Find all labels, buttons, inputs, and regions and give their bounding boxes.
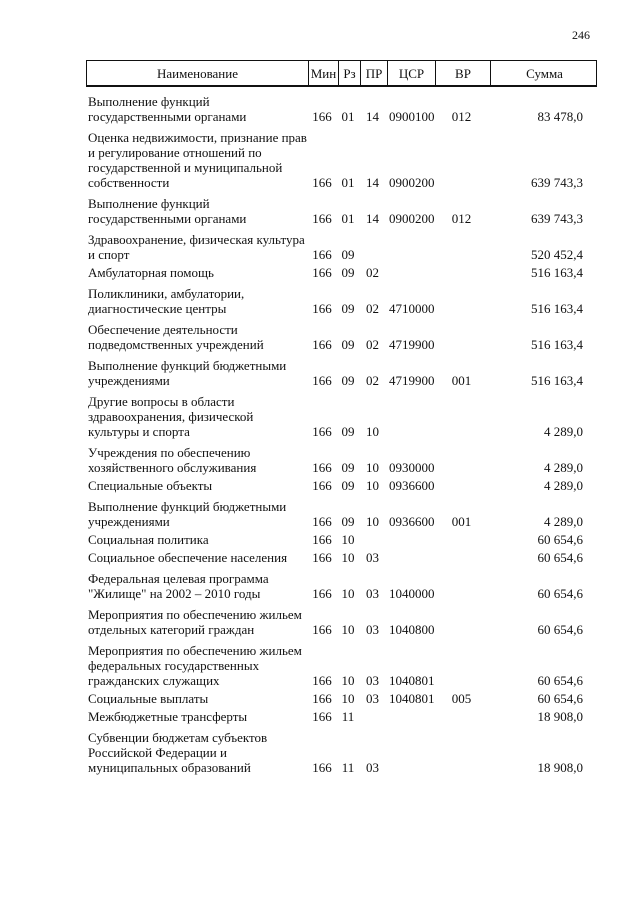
table-row bbox=[86, 691, 597, 706]
row-min: 166 bbox=[312, 532, 332, 547]
row-name: Мероприятия по обеспечению жильем отдельных категорий граждан bbox=[88, 607, 302, 637]
row-pr: 14 bbox=[366, 109, 379, 124]
row-name: Выполнение функций государственными органами bbox=[88, 94, 247, 124]
row-rz: 11 bbox=[341, 709, 355, 724]
page-number: 246 bbox=[572, 28, 590, 42]
row-vr: 001 bbox=[451, 514, 472, 529]
row-name: Федеральная целевая программа "Жилище" на 2002 – 2010 годы bbox=[88, 571, 269, 601]
table-header bbox=[86, 60, 597, 87]
row-min: 166 bbox=[312, 109, 332, 124]
header-csr: ЦСР bbox=[387, 61, 435, 85]
row-rz: 09 bbox=[341, 373, 355, 388]
row-name: Другие вопросы в области здравоохранения, физической культуры и спорта bbox=[88, 394, 254, 439]
header-sum: Сумма bbox=[490, 61, 598, 85]
row-rz: 01 bbox=[341, 211, 355, 226]
row-pr: 02 bbox=[366, 373, 379, 388]
row-min: 166 bbox=[312, 211, 332, 226]
row-sum: 516 163,4 bbox=[531, 301, 583, 316]
row-min: 166 bbox=[312, 622, 332, 637]
table-row bbox=[86, 196, 597, 226]
row-rz: 01 bbox=[341, 175, 355, 190]
table-row bbox=[86, 94, 597, 124]
row-csr: 4719900 bbox=[389, 373, 435, 388]
header-name: Наименование bbox=[157, 65, 238, 81]
table-row bbox=[86, 499, 597, 529]
row-pr: 03 bbox=[366, 760, 379, 775]
row-rz: 10 bbox=[341, 550, 355, 565]
table-row bbox=[86, 730, 597, 775]
row-rz: 09 bbox=[341, 265, 355, 280]
row-sum: 639 743,3 bbox=[531, 211, 583, 226]
header-rz: Рз bbox=[338, 61, 360, 85]
row-sum: 60 654,6 bbox=[537, 673, 583, 688]
row-csr: 0900200 bbox=[389, 175, 435, 190]
table-row bbox=[86, 478, 597, 493]
row-pr: 02 bbox=[366, 301, 379, 316]
header-pr: ПР bbox=[360, 61, 387, 85]
row-name: Выполнение функций бюджетными учреждениями bbox=[88, 358, 287, 388]
row-csr: 1040801 bbox=[389, 691, 435, 706]
row-rz: 09 bbox=[341, 301, 355, 316]
row-sum: 18 908,0 bbox=[537, 709, 583, 724]
row-sum: 18 908,0 bbox=[537, 760, 583, 775]
row-pr: 10 bbox=[366, 514, 379, 529]
row-pr: 03 bbox=[366, 550, 379, 565]
row-name: Социальная политика bbox=[88, 532, 209, 547]
table-row bbox=[86, 709, 597, 724]
row-name: Учреждения по обеспечению хозяйственного обслуживания bbox=[88, 445, 257, 475]
table-row bbox=[86, 286, 597, 316]
row-sum: 83 478,0 bbox=[537, 109, 583, 124]
row-csr: 1040800 bbox=[389, 622, 435, 637]
row-rz: 09 bbox=[341, 337, 355, 352]
row-name: Оценка недвижимости, признание прав и регулирование отношений по государственной и муниципальной собственности bbox=[88, 130, 307, 190]
row-vr: 001 bbox=[451, 373, 472, 388]
table-row bbox=[86, 550, 597, 565]
row-sum: 60 654,6 bbox=[537, 586, 583, 601]
row-pr: 14 bbox=[366, 175, 379, 190]
row-pr: 03 bbox=[366, 586, 379, 601]
table-row bbox=[86, 532, 597, 547]
row-pr: 10 bbox=[366, 424, 379, 439]
row-pr: 02 bbox=[366, 337, 379, 352]
table-row bbox=[86, 265, 597, 280]
row-min: 166 bbox=[312, 373, 332, 388]
header-min: Мин bbox=[308, 61, 338, 85]
row-min: 166 bbox=[312, 175, 332, 190]
row-rz: 01 bbox=[341, 109, 355, 124]
row-min: 166 bbox=[312, 301, 332, 316]
row-min: 166 bbox=[312, 460, 332, 475]
row-pr: 02 bbox=[366, 265, 379, 280]
row-min: 166 bbox=[312, 760, 332, 775]
row-csr: 0900100 bbox=[389, 109, 435, 124]
row-name: Поликлиники, амбулатории, диагностические центры bbox=[88, 286, 245, 316]
row-sum: 4 289,0 bbox=[544, 478, 583, 493]
row-rz: 10 bbox=[341, 673, 355, 688]
table-row bbox=[86, 643, 597, 688]
row-sum: 4 289,0 bbox=[544, 460, 583, 475]
row-rz: 10 bbox=[341, 622, 355, 637]
row-min: 166 bbox=[312, 586, 332, 601]
row-pr: 03 bbox=[366, 622, 379, 637]
row-min: 166 bbox=[312, 709, 332, 724]
row-min: 166 bbox=[312, 337, 332, 352]
row-pr: 14 bbox=[366, 211, 379, 226]
table-row bbox=[86, 322, 597, 352]
row-name: Мероприятия по обеспечению жильем федеральных государственных гражданских служащих bbox=[88, 643, 302, 688]
table-row bbox=[86, 607, 597, 637]
row-min: 166 bbox=[312, 550, 332, 565]
table-row bbox=[86, 445, 597, 475]
row-name: Обеспечение деятельности подведомственных учреждений bbox=[88, 322, 264, 352]
row-rz: 09 bbox=[341, 478, 355, 493]
row-name: Здравоохранение, физическая культура и спорт bbox=[88, 232, 305, 262]
row-sum: 60 654,6 bbox=[537, 532, 583, 547]
row-min: 166 bbox=[312, 247, 332, 262]
row-sum: 4 289,0 bbox=[544, 514, 583, 529]
row-vr: 012 bbox=[451, 109, 472, 124]
row-csr: 0936600 bbox=[389, 514, 435, 529]
row-min: 166 bbox=[312, 691, 332, 706]
row-rz: 11 bbox=[341, 760, 355, 775]
row-pr: 10 bbox=[366, 460, 379, 475]
row-name: Социальные выплаты bbox=[88, 691, 209, 706]
row-sum: 60 654,6 bbox=[537, 622, 583, 637]
table-body bbox=[86, 94, 597, 781]
row-sum: 639 743,3 bbox=[531, 175, 583, 190]
row-rz: 10 bbox=[341, 691, 355, 706]
row-min: 166 bbox=[312, 514, 332, 529]
row-sum: 520 452,4 bbox=[531, 247, 583, 262]
row-min: 166 bbox=[312, 673, 332, 688]
row-name: Выполнение функций бюджетными учреждениями bbox=[88, 499, 287, 529]
row-name: Социальное обеспечение населения bbox=[88, 550, 288, 565]
row-rz: 10 bbox=[341, 586, 355, 601]
row-min: 166 bbox=[312, 478, 332, 493]
row-sum: 4 289,0 bbox=[544, 424, 583, 439]
row-sum: 60 654,6 bbox=[537, 550, 583, 565]
table-row bbox=[86, 232, 597, 262]
row-rz: 09 bbox=[341, 247, 355, 262]
row-pr: 03 bbox=[366, 691, 379, 706]
row-rz: 10 bbox=[341, 532, 355, 547]
row-csr: 4719900 bbox=[389, 337, 435, 352]
row-csr: 1040000 bbox=[389, 586, 435, 601]
row-min: 166 bbox=[312, 265, 332, 280]
row-name: Амбулаторная помощь bbox=[88, 265, 214, 280]
row-csr: 0936600 bbox=[389, 478, 435, 493]
row-vr: 005 bbox=[451, 691, 472, 706]
header-vr: ВР bbox=[435, 61, 490, 85]
row-csr: 0930000 bbox=[389, 460, 435, 475]
row-rz: 09 bbox=[341, 424, 355, 439]
row-name: Специальные объекты bbox=[88, 478, 213, 493]
table-row bbox=[86, 358, 597, 388]
table-row bbox=[86, 394, 597, 439]
row-name: Выполнение функций государственными органами bbox=[88, 196, 247, 226]
row-rz: 09 bbox=[341, 460, 355, 475]
row-csr: 0900200 bbox=[389, 211, 435, 226]
row-min: 166 bbox=[312, 424, 332, 439]
row-sum: 60 654,6 bbox=[537, 691, 583, 706]
row-vr: 012 bbox=[451, 211, 472, 226]
row-sum: 516 163,4 bbox=[531, 265, 583, 280]
row-name: Межбюджетные трансферты bbox=[88, 709, 248, 724]
row-pr: 10 bbox=[366, 478, 379, 493]
row-rz: 09 bbox=[341, 514, 355, 529]
row-pr: 03 bbox=[366, 673, 379, 688]
table-row bbox=[86, 130, 597, 190]
row-name: Субвенции бюджетам субъектов Российской Федерации и муниципальных образований bbox=[88, 730, 268, 775]
row-csr: 1040801 bbox=[389, 673, 435, 688]
row-sum: 516 163,4 bbox=[531, 373, 583, 388]
row-csr: 4710000 bbox=[389, 301, 435, 316]
row-sum: 516 163,4 bbox=[531, 337, 583, 352]
table-row bbox=[86, 571, 597, 601]
